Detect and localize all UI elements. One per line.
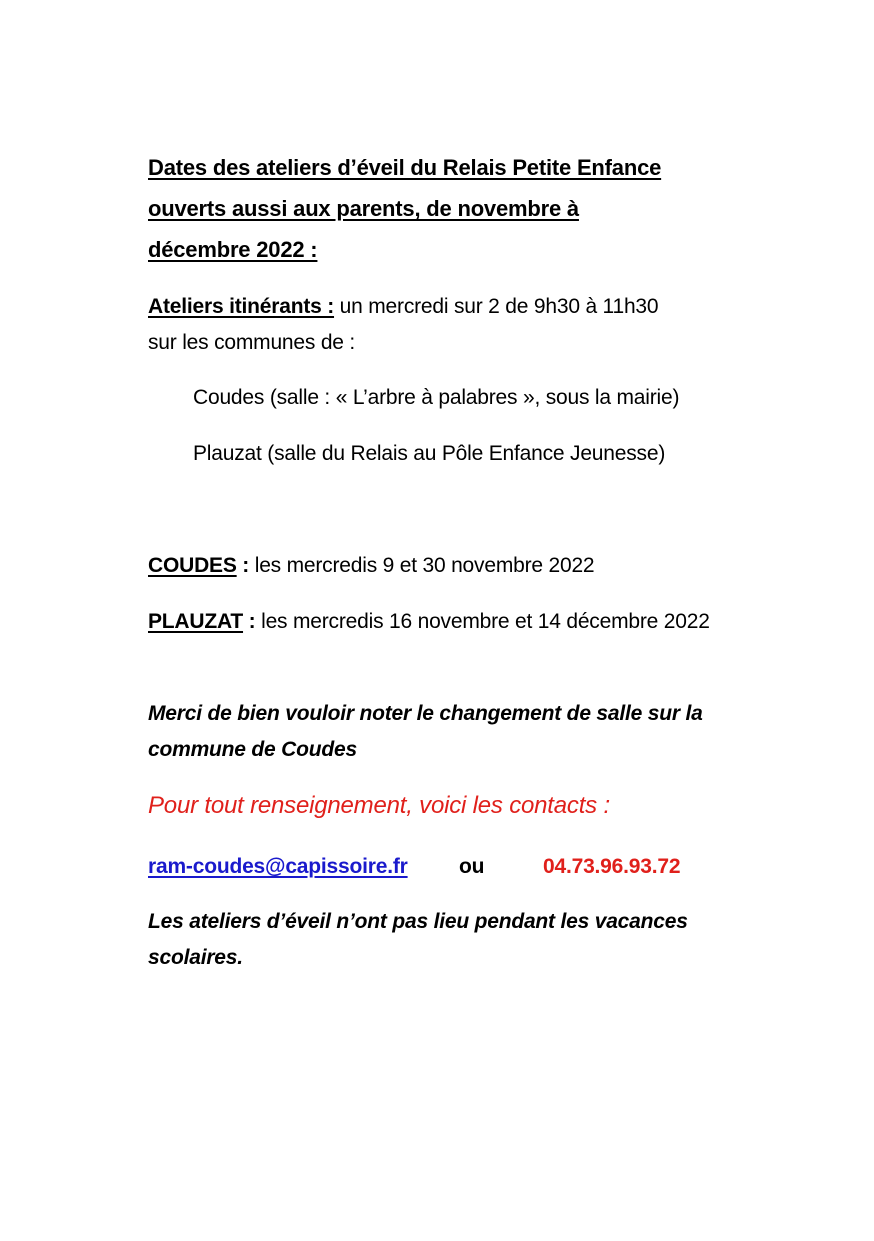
schedule-plauzat-place: PLAUZAT — [148, 610, 244, 633]
schedule-plauzat-sep: : — [243, 610, 256, 633]
ateliers-label: Ateliers itinérants : — [148, 295, 335, 318]
room-change-note: Merci de bien vouloir noter le changement de salle sur la commune de Coudes — [148, 702, 703, 761]
schedule-coudes-sep: : — [236, 554, 250, 577]
page-title: Dates des ateliers d’éveil du Relais Petite Enfance ouverts aussi aux parents, de novembre à décembre 2022 : — [148, 155, 662, 262]
holidays-note: Les ateliers d’éveil n’ont pas lieu pendant les vacances scolaires. — [148, 910, 688, 969]
schedule-plauzat-text: les mercredis 16 novembre et 14 décembre 2022 — [255, 610, 710, 633]
ateliers-text: un mercredi sur 2 de 9h30 à 11h30 sur les communes de : — [148, 295, 659, 354]
schedule-coudes — [148, 548, 748, 584]
contact-line — [148, 849, 788, 885]
schedule-coudes-place: COUDES — [148, 554, 237, 577]
ateliers-paragraph — [148, 289, 688, 361]
location-coudes: Coudes (salle : « L’arbre à palabres », sous la mairie) — [193, 386, 680, 409]
schedule-coudes-text: les mercredis 9 et 30 novembre 2022 — [249, 554, 595, 577]
schedule-plauzat — [148, 604, 728, 640]
phone-number: 04.73.96.93.72 — [543, 855, 681, 878]
location-plauzat: Plauzat (salle du Relais au Pôle Enfance Jeunesse) — [193, 442, 666, 465]
contacts-heading: Pour tout renseignement, voici les contacts : — [148, 792, 610, 819]
email-link[interactable]: ram-coudes@capissoire.fr — [148, 855, 408, 878]
or-separator: ou — [459, 855, 485, 878]
